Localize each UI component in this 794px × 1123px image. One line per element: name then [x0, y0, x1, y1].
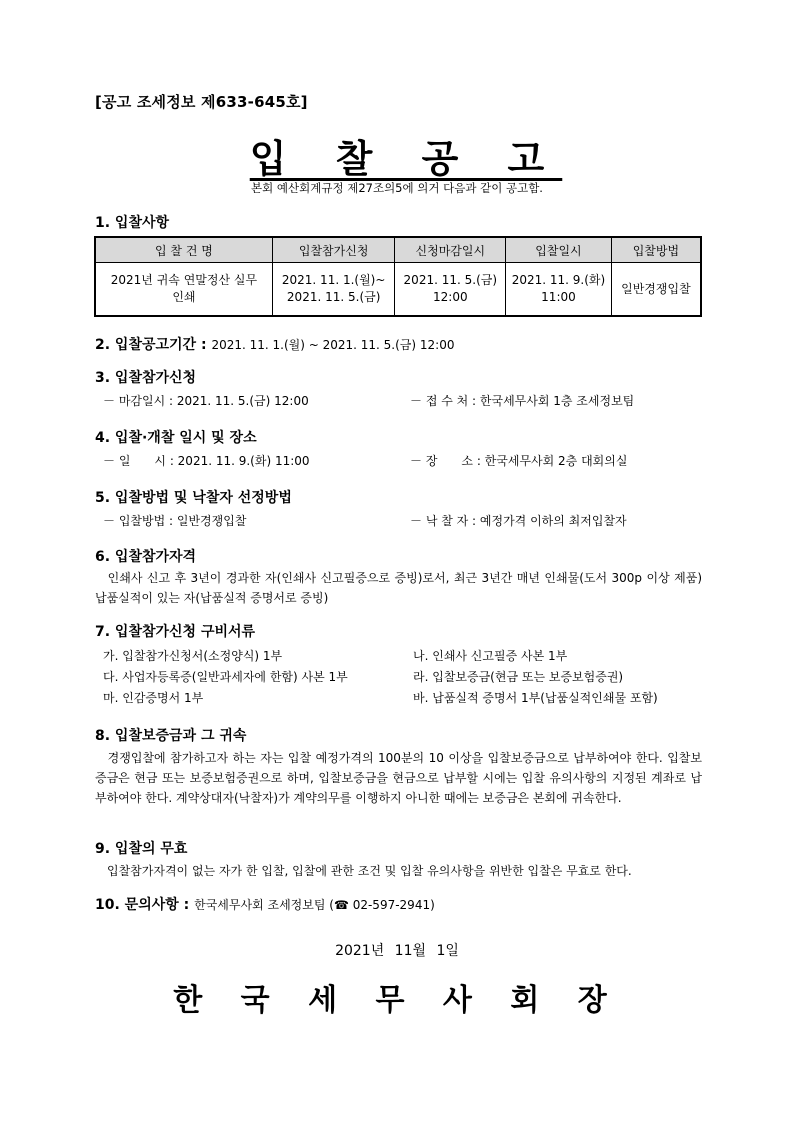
section-3-deadline: － 마감일시 : 2021. 11. 5.(금) 12:00 [103, 394, 309, 408]
intro-text: 본회 예산회계규정 제27조의5에 의거 다음과 같이 공고함. [251, 181, 543, 195]
section-5-title: 5. 입찰방법 및 낙찰자 선정방법 [95, 490, 292, 506]
section-8-body: 경쟁입찰에 참가하고자 하는 자는 입찰 예정가격의 100분의 10 이상을 입찰보증금으로 납부하여야 한다. 입찰보증금은 현금 또는 보증보험증권으로 하며, 입찰보증금을 현금으로 납부할 시에는 입찰 유의사항의 지정된 계좌로 납부하여야 한다. 계약상대자(낙찰자)가 계약의무를 이행하지 아니한 때에는 보증금은 본회에 귀속한다. [95, 751, 702, 805]
issue-date: 2021년 11월 1일 [335, 943, 459, 959]
section-5-winner: － 낙 찰 자 : 예정가격 이하의 최저입찰자 [410, 514, 627, 528]
table-header-cell: 신청마감일시 [395, 237, 506, 263]
cell-line: 11:00 [541, 290, 576, 304]
table-row [95, 263, 701, 317]
notice-number: [공고 조세정보 제633-645호] [95, 93, 308, 111]
section-9-body: 입찰참가자격이 없는 자가 한 입찰, 입찰에 관한 조건 및 입찰 유의사항을 위반한 입찰은 무효로 한다. [95, 864, 632, 878]
section-8-title: 8. 입찰보증금과 그 귀속 [95, 728, 247, 744]
section-4-title: 4. 입찰·개찰 일시 및 장소 [95, 430, 257, 446]
table-header-cell: 입찰참가신청 [272, 237, 395, 263]
section-4-datetime: － 일 시 : 2021. 11. 9.(화) 11:00 [103, 454, 310, 468]
table-header-row [95, 237, 701, 263]
section-4-place: － 장 소 : 한국세무사회 2층 대회의실 [410, 454, 628, 468]
list-item: 다. 사업자등록증(일반과세자에 한함) 사본 1부 [103, 670, 348, 684]
cell-bid-method: 일반경쟁입찰 [611, 263, 701, 317]
section-2 [95, 334, 454, 354]
section-6-body: 인쇄사 신고 후 3년이 경과한 자(인쇄사 신고필증으로 증빙)로서, 최근 3년간 매년 인쇄물(도서 300p 이상 제품) 납품실적이 있는 자(납품실적 증명서로 증빙) [95, 571, 702, 605]
cell-deadline [395, 263, 506, 317]
section-7-title: 7. 입찰참가신청 구비서류 [95, 624, 256, 640]
section-10 [95, 894, 435, 914]
table-header-cell: 입찰방법 [611, 237, 701, 263]
list-item: 나. 인쇄사 신고필증 사본 1부 [413, 649, 568, 663]
page-title-text: 입 찰 공 고 [249, 137, 563, 181]
cell-bid-name [95, 263, 272, 317]
cell-bid-datetime [506, 263, 612, 317]
section-2-title: 2. 입찰공고기간 : [95, 337, 207, 353]
issuer-signature: 한 국 세 무 사 회 장 [173, 983, 621, 1018]
table-header-cell: 입찰일시 [506, 237, 612, 263]
cell-line: 2021. 11. 5.(금) [403, 273, 498, 287]
bid-table [94, 236, 702, 317]
section-2-value: 2021. 11. 1.(월) ~ 2021. 11. 5.(금) 12:00 [211, 338, 455, 352]
cell-line: 인쇄 [172, 290, 196, 304]
cell-line: 2021. 11. 5.(금) [286, 290, 381, 304]
section-10-title: 10. 문의사항 : [95, 897, 190, 913]
section-1-title: 1. 입찰사항 [95, 215, 170, 231]
table-header-cell: 입 찰 건 명 [95, 237, 272, 263]
cell-line: 12:00 [433, 290, 468, 304]
section-5-method: － 입찰방법 : 일반경쟁입찰 [103, 514, 247, 528]
section-9-title: 9. 입찰의 무효 [95, 841, 188, 857]
section-3-reception: － 접 수 처 : 한국세무사회 1층 조세정보팀 [410, 394, 635, 408]
list-item: 바. 납품실적 증명서 1부(납품실적인쇄물 포함) [413, 691, 658, 705]
section-10-value: 한국세무사회 조세정보팀 (☎ 02-597-2941) [194, 898, 435, 912]
list-item: 가. 입찰참가신청서(소정양식) 1부 [103, 649, 283, 663]
page-title [0, 128, 794, 183]
section-6-title: 6. 입찰참가자격 [95, 549, 197, 565]
cell-apply-period [272, 263, 395, 317]
list-item: 마. 인감증명서 1부 [103, 691, 204, 705]
cell-line: 2021년 귀속 연말정산 실무 [110, 273, 258, 287]
cell-line: 2021. 11. 1.(월)~ [281, 273, 386, 287]
list-item: 라. 입찰보증금(현금 또는 보증보험증권) [413, 670, 624, 684]
section-3-title: 3. 입찰참가신청 [95, 370, 197, 386]
cell-line: 2021. 11. 9.(화) [511, 273, 606, 287]
